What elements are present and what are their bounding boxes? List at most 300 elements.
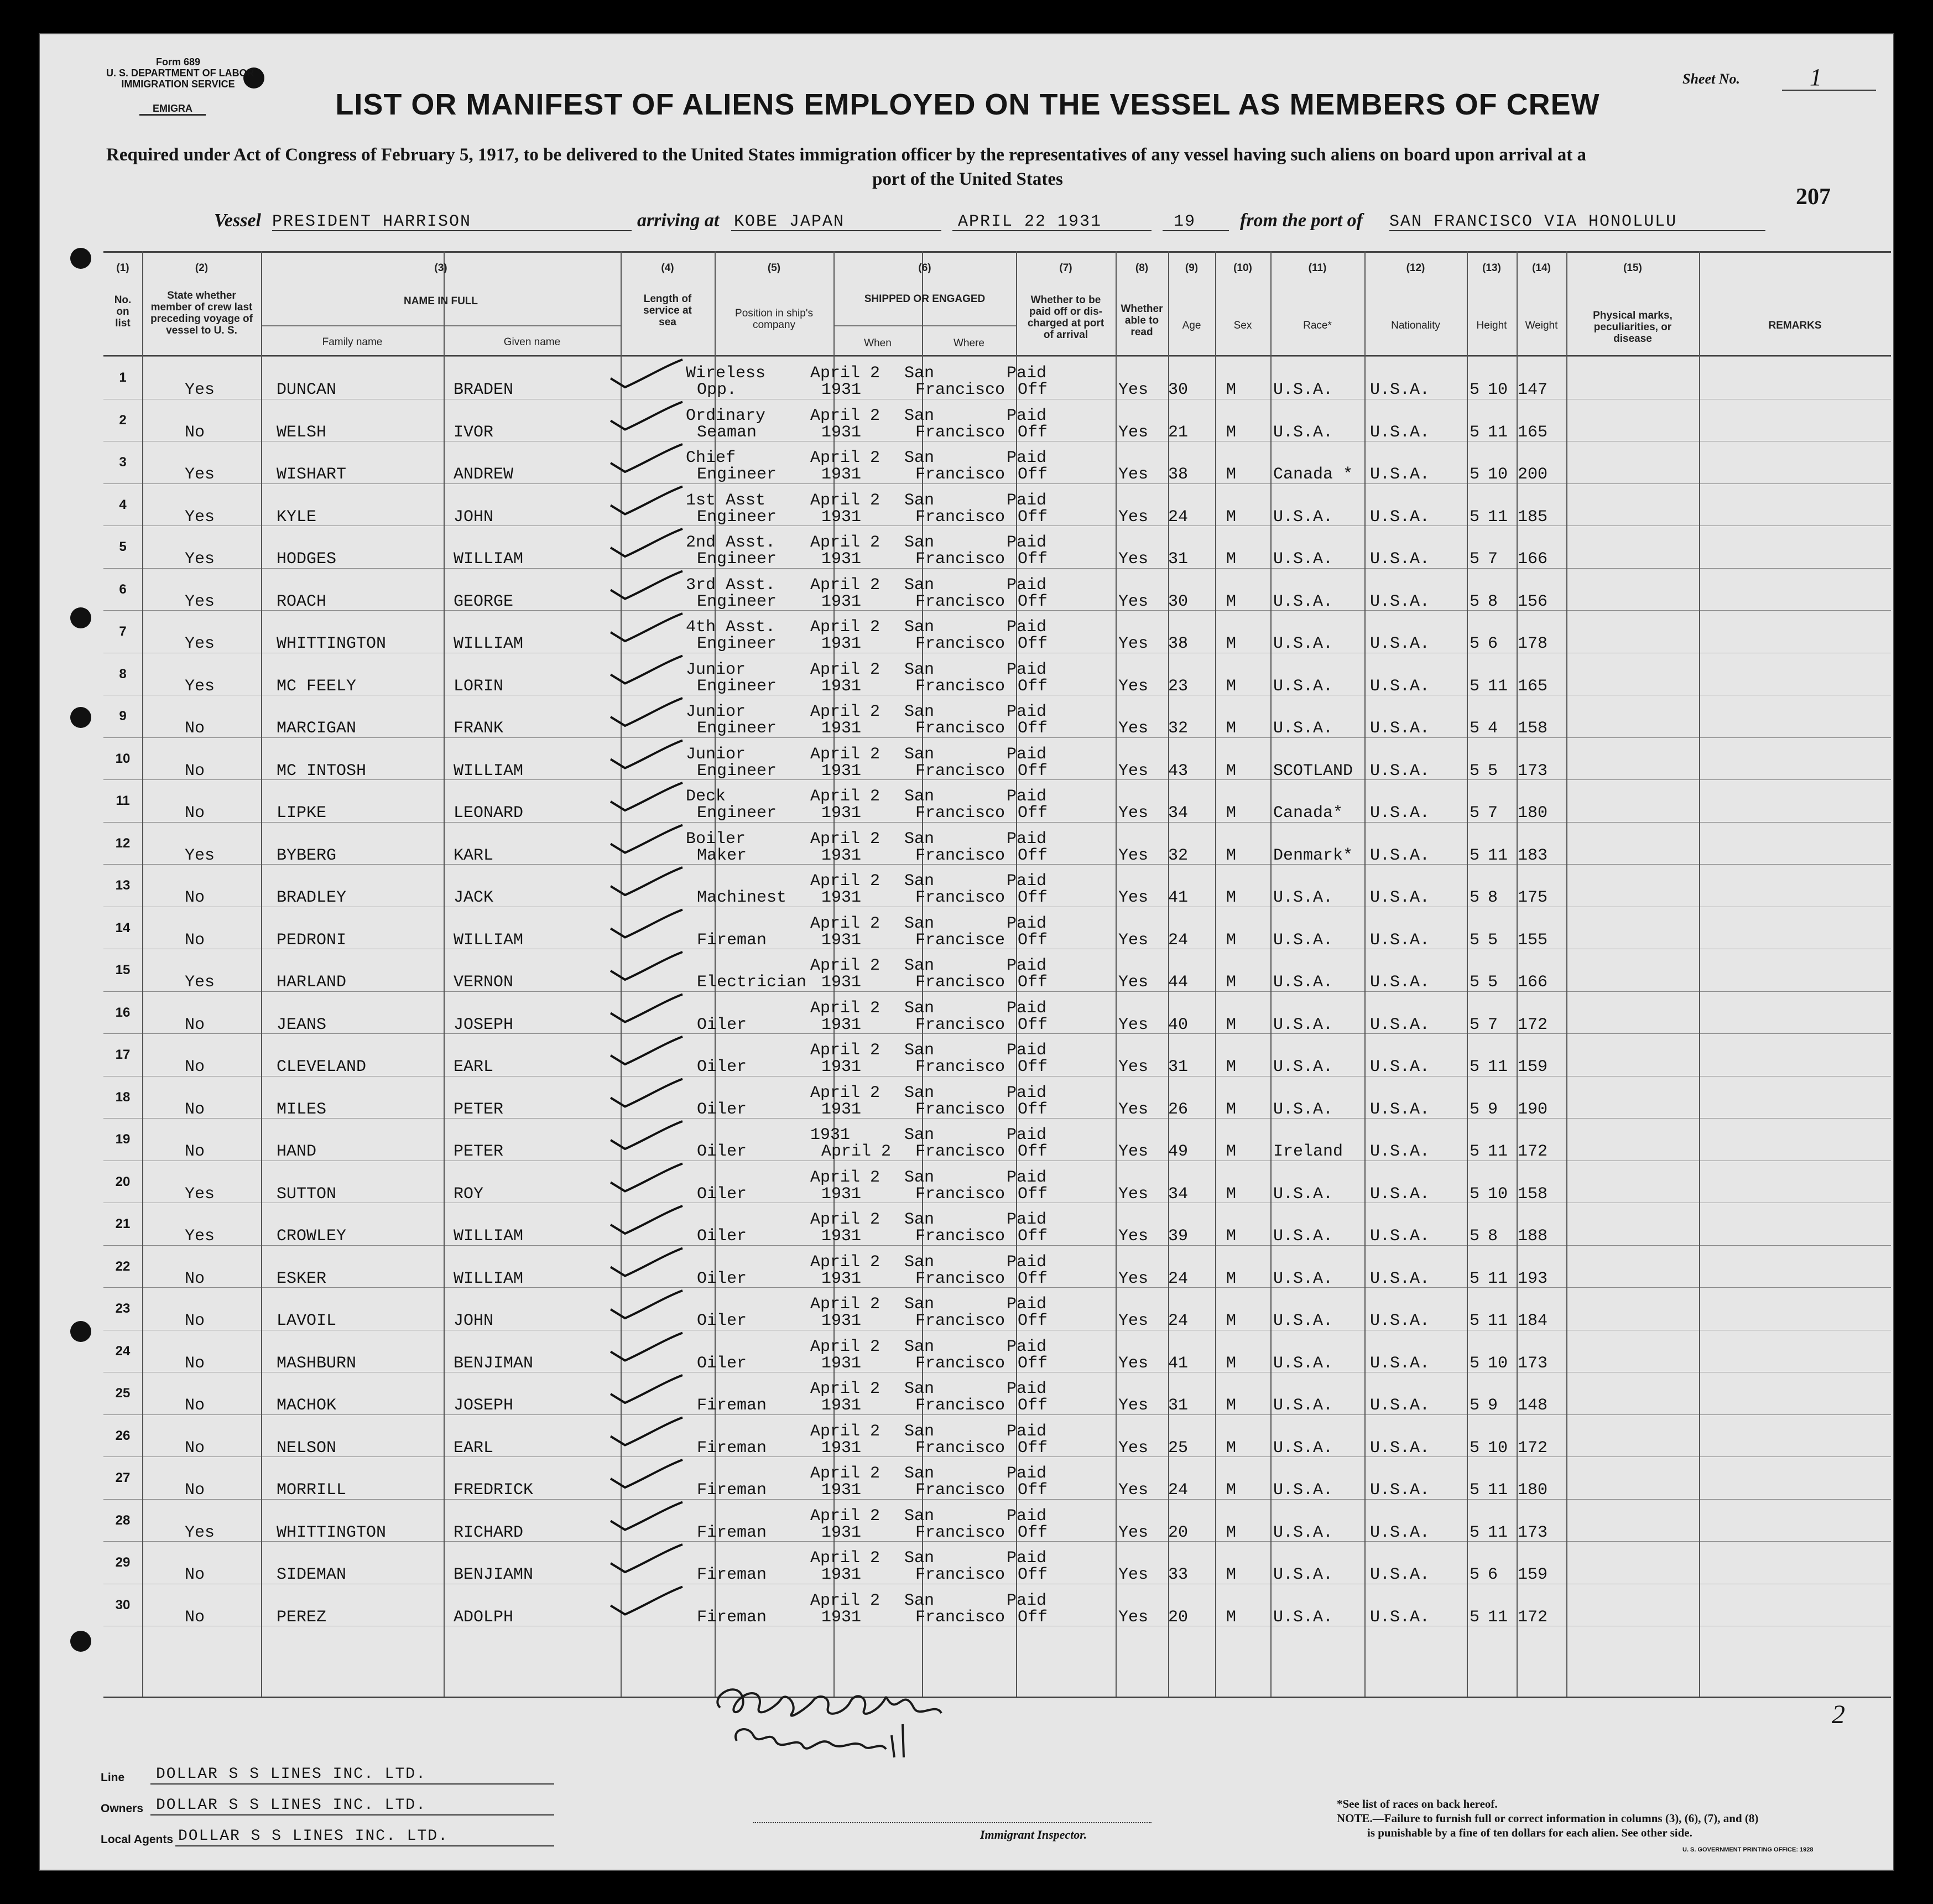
paid-off-line2: Off xyxy=(1018,804,1048,823)
owners-label: Owners xyxy=(101,1802,144,1815)
paid-off-line1: Paid xyxy=(1007,660,1047,679)
paid-off-line2: Off xyxy=(1018,1227,1048,1246)
row-number: 21 xyxy=(115,1216,131,1231)
col-num-2: (2) xyxy=(195,262,209,274)
position-line2: Oiler xyxy=(697,1269,747,1288)
sex: M xyxy=(1226,973,1237,992)
height-feet: 5 xyxy=(1470,1058,1480,1076)
crew-last-voyage: Yes xyxy=(185,973,215,992)
height-feet: 5 xyxy=(1470,888,1480,907)
age: 24 xyxy=(1168,930,1189,950)
weight: 173 xyxy=(1518,761,1548,781)
nationality: U.S.A. xyxy=(1370,1312,1430,1330)
shipped-where-line2: Francisco xyxy=(915,677,1005,696)
col-nationality: Nationality xyxy=(1391,320,1440,331)
col-position: Position in ship's company xyxy=(735,308,813,331)
sex: M xyxy=(1226,1438,1237,1458)
height-feet: 5 xyxy=(1470,930,1480,950)
owners-value: DOLLAR S S LINES INC. LTD. xyxy=(156,1797,426,1814)
age: 24 xyxy=(1168,1312,1189,1330)
height-inches: 10 xyxy=(1488,1438,1508,1458)
race: U.S.A. xyxy=(1273,1312,1333,1330)
paid-off-line1: Paid xyxy=(1007,491,1047,510)
row-number: 17 xyxy=(115,1047,131,1062)
paid-off-line1: Paid xyxy=(1007,1380,1047,1398)
check-mark xyxy=(611,487,682,514)
check-mark xyxy=(611,952,682,980)
family-name: MC FEELY xyxy=(277,677,357,696)
age: 20 xyxy=(1168,1523,1189,1542)
position-line2: Oiler xyxy=(697,1184,747,1204)
check-mark xyxy=(611,1291,682,1318)
height-feet: 5 xyxy=(1470,1608,1480,1627)
shipped-when-line2: 1931 xyxy=(821,761,862,781)
shipped-when-line1: April 2 xyxy=(810,364,880,383)
paid-off-line2: Off xyxy=(1018,1608,1048,1627)
shipped-where-line2: Francisco xyxy=(915,1523,1005,1542)
paid-off-line2: Off xyxy=(1018,973,1048,992)
shipped-where-line1: San xyxy=(904,1549,935,1568)
shipped-where-line1: San xyxy=(904,998,935,1018)
shipped-when-line1: April 2 xyxy=(810,829,880,849)
paid-off-line2: Off xyxy=(1018,423,1048,442)
race: Canada* xyxy=(1273,804,1343,823)
sex: M xyxy=(1226,719,1237,738)
nationality: U.S.A. xyxy=(1370,930,1430,950)
race: U.S.A. xyxy=(1273,1565,1333,1584)
crew-last-voyage: No xyxy=(185,930,205,950)
race: U.S.A. xyxy=(1273,973,1333,992)
height-inches: 6 xyxy=(1488,634,1498,653)
paid-off-line2: Off xyxy=(1018,507,1048,527)
given-name: JOHN xyxy=(454,507,494,527)
able-to-read: Yes xyxy=(1118,1565,1149,1584)
height-feet: 5 xyxy=(1470,1438,1480,1458)
shipped-where-line2: Francisco xyxy=(915,1015,1005,1034)
height-inches: 10 xyxy=(1488,381,1508,399)
race: U.S.A. xyxy=(1273,1015,1333,1034)
col-race: Race* xyxy=(1303,320,1332,331)
able-to-read: Yes xyxy=(1118,1184,1149,1204)
shipped-when-line1: April 2 xyxy=(810,1041,880,1060)
sex: M xyxy=(1226,1100,1237,1119)
paid-off-line2: Off xyxy=(1018,381,1048,399)
shipped-when-line2: 1931 xyxy=(821,1396,862,1415)
col-num-11: (11) xyxy=(1308,262,1327,274)
shipped-where-line2: Francisco xyxy=(915,423,1005,442)
sex: M xyxy=(1226,677,1237,696)
weight: 155 xyxy=(1518,930,1548,950)
col-age: Age xyxy=(1182,320,1201,331)
position-line2: Oiler xyxy=(697,1058,747,1076)
height-feet: 5 xyxy=(1470,761,1480,781)
height-inches: 8 xyxy=(1488,1227,1498,1246)
position-line2: Fireman xyxy=(697,1438,767,1458)
sex: M xyxy=(1226,381,1237,399)
sex: M xyxy=(1226,888,1237,907)
race: Canada * xyxy=(1273,465,1353,484)
shipped-when-line1: April 2 xyxy=(810,1083,880,1102)
able-to-read: Yes xyxy=(1118,1354,1149,1373)
race: SCOTLAND xyxy=(1273,761,1353,781)
shipped-when-line1: April 2 xyxy=(810,1337,880,1356)
height-feet: 5 xyxy=(1470,1481,1480,1500)
height-inches: 11 xyxy=(1488,423,1508,442)
shipped-when-line1: April 2 xyxy=(810,406,880,425)
race: U.S.A. xyxy=(1273,1100,1333,1119)
shipped-when-line2: 1931 xyxy=(821,719,862,738)
family-name: MILES xyxy=(277,1100,327,1119)
check-mark xyxy=(611,1544,682,1572)
age: 32 xyxy=(1168,719,1189,738)
sex: M xyxy=(1226,423,1237,442)
weight: 188 xyxy=(1518,1227,1548,1246)
family-name: MACHOK xyxy=(277,1396,337,1415)
col-num-3: (3) xyxy=(434,262,447,274)
nationality: U.S.A. xyxy=(1370,1269,1430,1288)
able-to-read: Yes xyxy=(1118,634,1149,653)
family-name: MARCIGAN xyxy=(277,719,357,738)
department: U. S. DEPARTMENT OF LABOR xyxy=(106,67,254,79)
family-name: KYLE xyxy=(277,507,317,527)
shipped-where-line1: San xyxy=(904,1126,935,1145)
height-feet: 5 xyxy=(1470,1100,1480,1119)
sheet-value: 1 xyxy=(1810,64,1822,91)
sex: M xyxy=(1226,634,1237,653)
race: U.S.A. xyxy=(1273,719,1333,738)
nationality: U.S.A. xyxy=(1370,1142,1430,1161)
age: 30 xyxy=(1168,381,1189,399)
row-number: 18 xyxy=(115,1089,131,1105)
crew-last-voyage: No xyxy=(185,1396,205,1415)
crew-last-voyage: No xyxy=(185,1438,205,1458)
shipped-when-line1: April 2 xyxy=(810,998,880,1018)
age: 38 xyxy=(1168,465,1189,484)
agents-label: Local Agents xyxy=(101,1833,174,1846)
family-name: SUTTON xyxy=(277,1184,337,1204)
check-mark xyxy=(611,1333,682,1361)
able-to-read: Yes xyxy=(1118,846,1149,865)
shipped-when-line1: April 2 xyxy=(810,914,880,933)
able-to-read: Yes xyxy=(1118,592,1149,611)
check-mark xyxy=(611,783,682,810)
age: 34 xyxy=(1168,804,1189,823)
col-num-9: (9) xyxy=(1185,262,1199,274)
check-mark xyxy=(611,1079,682,1107)
weight: 166 xyxy=(1518,550,1548,569)
height-feet: 5 xyxy=(1470,1015,1480,1034)
crew-last-voyage: Yes xyxy=(185,465,215,484)
height-feet: 5 xyxy=(1470,677,1480,696)
paid-off-line1: Paid xyxy=(1007,1337,1047,1356)
vessel-label: Vessel xyxy=(214,210,261,231)
family-name: ESKER xyxy=(277,1269,327,1288)
family-name: MORRILL xyxy=(277,1481,347,1500)
nationality: U.S.A. xyxy=(1370,888,1430,907)
check-mark xyxy=(611,1206,682,1234)
weight: 148 xyxy=(1518,1396,1548,1415)
position-line1: Boiler xyxy=(686,829,746,849)
shipped-where-line1: San xyxy=(904,364,935,383)
col-member-voyage: State whether member of crew last preceding voyage of vessel to U. S. xyxy=(150,290,253,336)
paid-off-line1: Paid xyxy=(1007,872,1047,891)
col-remarks: REMARKS xyxy=(1768,320,1822,331)
position-line1: Ordinary xyxy=(686,406,766,425)
able-to-read: Yes xyxy=(1118,1142,1149,1161)
nationality: U.S.A. xyxy=(1370,1523,1430,1542)
family-name: CLEVELAND xyxy=(277,1058,367,1076)
sex: M xyxy=(1226,761,1237,781)
position-line1: 2nd Asst. xyxy=(686,533,776,552)
agents-value: DOLLAR S S LINES INC. LTD. xyxy=(178,1828,449,1845)
weight: 183 xyxy=(1518,846,1548,865)
height-feet: 5 xyxy=(1470,634,1480,653)
paid-off-line2: Off xyxy=(1018,1354,1048,1373)
age: 44 xyxy=(1168,973,1189,992)
position-line2: Oiler xyxy=(697,1100,747,1119)
sex: M xyxy=(1226,592,1237,611)
nationality: U.S.A. xyxy=(1370,804,1430,823)
shipped-where-line2: Francisco xyxy=(915,1142,1005,1161)
age: 21 xyxy=(1168,423,1189,442)
height-feet: 5 xyxy=(1470,1354,1480,1373)
paid-off-line1: Paid xyxy=(1007,1591,1047,1610)
crew-last-voyage: No xyxy=(185,1015,205,1034)
check-mark xyxy=(611,613,682,641)
paid-off-line2: Off xyxy=(1018,719,1048,738)
page-title: LIST OR MANIFEST OF ALIENS EMPLOYED ON THE VESSEL AS MEMBERS OF CREW xyxy=(335,88,1600,121)
height-inches: 8 xyxy=(1488,888,1498,907)
shipped-when-line1: April 2 xyxy=(810,1295,880,1314)
shipped-where-line2: Francisco xyxy=(915,465,1005,484)
shipped-when-line2: 1931 xyxy=(821,846,862,865)
shipped-when-line2: 1931 xyxy=(821,465,862,484)
nationality: U.S.A. xyxy=(1370,1058,1430,1076)
given-name: BENJIAMN xyxy=(454,1565,534,1584)
shipped-where-line1: San xyxy=(904,703,935,721)
check-mark xyxy=(611,910,682,938)
given-name: GEORGE xyxy=(454,592,514,611)
height-inches: 4 xyxy=(1488,719,1498,738)
shipped-when-line2: 1931 xyxy=(821,423,862,442)
age: 31 xyxy=(1168,550,1189,569)
height-feet: 5 xyxy=(1470,973,1480,992)
paid-off-line2: Off xyxy=(1018,1523,1048,1542)
height-feet: 5 xyxy=(1470,1142,1480,1161)
check-mark xyxy=(611,360,682,387)
given-name: WILLIAM xyxy=(454,1269,524,1288)
row-number: 20 xyxy=(115,1174,131,1189)
shipped-when-line2: 1931 xyxy=(821,1058,862,1076)
family-name: MASHBURN xyxy=(277,1354,357,1373)
able-to-read: Yes xyxy=(1118,1058,1149,1076)
height-inches: 9 xyxy=(1488,1100,1498,1119)
able-to-read: Yes xyxy=(1118,1312,1149,1330)
position-line2: Engineer xyxy=(697,550,777,569)
given-name: BENJIMAN xyxy=(454,1354,534,1373)
nationality: U.S.A. xyxy=(1370,465,1430,484)
weight: 156 xyxy=(1518,592,1548,611)
col-num-12: (12) xyxy=(1406,262,1425,274)
position-line2: Engineer xyxy=(697,719,777,738)
shipped-where-line2: Francisco xyxy=(915,592,1005,611)
nationality: U.S.A. xyxy=(1370,719,1430,738)
able-to-read: Yes xyxy=(1118,423,1149,442)
paid-off-line1: Paid xyxy=(1007,787,1047,806)
shipped-where-line2: Francisco xyxy=(915,846,1005,865)
crew-last-voyage: No xyxy=(185,761,205,781)
family-name: MC INTOSH xyxy=(277,761,367,781)
shipped-where-line2: Francisco xyxy=(915,1438,1005,1458)
weight: 184 xyxy=(1518,1312,1548,1330)
row-number: 16 xyxy=(115,1005,131,1020)
check-mark xyxy=(611,825,682,853)
paid-off-line1: Paid xyxy=(1007,1464,1047,1483)
race: U.S.A. xyxy=(1273,381,1333,399)
position-line2: Engineer xyxy=(697,804,777,823)
paid-off-line2: Off xyxy=(1018,1312,1048,1330)
height-feet: 5 xyxy=(1470,804,1480,823)
shipped-when-line2: 1931 xyxy=(821,1481,862,1500)
shipped-where-line2: Francisce xyxy=(915,930,1005,950)
row-number: 27 xyxy=(115,1470,131,1485)
weight: 190 xyxy=(1518,1100,1548,1119)
check-mark xyxy=(611,1460,682,1487)
from-port: SAN FRANCISCO VIA HONOLULU xyxy=(1389,212,1677,231)
sheet-label: Sheet No. xyxy=(1682,71,1740,87)
race: U.S.A. xyxy=(1273,888,1333,907)
form-number: Form 689 xyxy=(155,56,201,67)
crew-last-voyage: No xyxy=(185,1058,205,1076)
shipped-where-line1: San xyxy=(904,1380,935,1398)
check-mark xyxy=(611,1248,682,1276)
able-to-read: Yes xyxy=(1118,804,1149,823)
note-line1: NOTE.—Failure to furnish full or correct information in columns (3), (6), (7), and (8) xyxy=(1337,1812,1759,1825)
age: 24 xyxy=(1168,507,1189,527)
weight: 173 xyxy=(1518,1523,1548,1542)
paid-off-line2: Off xyxy=(1018,592,1048,611)
shipped-when-line2: 1931 xyxy=(821,1100,862,1119)
age: 23 xyxy=(1168,677,1189,696)
family-name: HAND xyxy=(277,1142,317,1161)
height-inches: 8 xyxy=(1488,592,1498,611)
shipped-where-line2: Francisco xyxy=(915,719,1005,738)
inspector-label: Immigrant Inspector. xyxy=(980,1828,1087,1841)
shipped-when-line1: April 2 xyxy=(810,575,880,595)
paid-off-line1: Paid xyxy=(1007,406,1047,425)
able-to-read: Yes xyxy=(1118,973,1149,992)
able-to-read: Yes xyxy=(1118,1227,1149,1246)
row-number: 7 xyxy=(119,624,127,639)
row-number: 28 xyxy=(115,1512,131,1528)
weight: 185 xyxy=(1518,507,1548,527)
row-number: 5 xyxy=(119,539,127,554)
shipped-where-line1: San xyxy=(904,449,935,467)
paid-off-line2: Off xyxy=(1018,465,1048,484)
weight: 172 xyxy=(1518,1608,1548,1627)
shipped-where-line2: Francisco xyxy=(915,888,1005,907)
shipped-where-line1: San xyxy=(904,618,935,637)
weight: 158 xyxy=(1518,1184,1548,1204)
paid-off-line2: Off xyxy=(1018,930,1048,950)
weight: 147 xyxy=(1518,381,1548,399)
crew-last-voyage: Yes xyxy=(185,381,215,399)
col-family-name: Family name xyxy=(322,336,383,348)
family-name: WHITTINGTON xyxy=(277,634,387,653)
age: 26 xyxy=(1168,1100,1189,1119)
col-weight: Weight xyxy=(1525,320,1558,331)
paid-off-line1: Paid xyxy=(1007,1252,1047,1272)
sex: M xyxy=(1226,930,1237,950)
paid-off-line2: Off xyxy=(1018,1015,1048,1034)
crew-last-voyage: No xyxy=(185,1142,205,1161)
shipped-where-line2: Francisco xyxy=(915,507,1005,527)
given-name: WILLIAM xyxy=(454,930,524,950)
crew-last-voyage: Yes xyxy=(185,846,215,865)
paid-off-line1: Paid xyxy=(1007,829,1047,849)
height-feet: 5 xyxy=(1470,1269,1480,1288)
age: 39 xyxy=(1168,1227,1189,1246)
row-number: 12 xyxy=(115,835,131,851)
shipped-when-line1: 1931 xyxy=(810,1126,851,1145)
paid-off-line2: Off xyxy=(1018,761,1048,781)
shipped-where-line1: San xyxy=(904,872,935,891)
shipped-where-line2: Francisco xyxy=(915,973,1005,992)
family-name: BYBERG xyxy=(277,846,337,865)
check-mark xyxy=(611,1164,682,1192)
position-line1: Junior xyxy=(686,703,746,721)
shipped-when-line2: 1931 xyxy=(821,1608,862,1627)
height-feet: 5 xyxy=(1470,1523,1480,1542)
sex: M xyxy=(1226,1354,1237,1373)
shipped-when-line2: 1931 xyxy=(821,1354,862,1373)
weight: 172 xyxy=(1518,1015,1548,1034)
weight: 159 xyxy=(1518,1565,1548,1584)
shipped-where-line2: Francisco xyxy=(915,804,1005,823)
nationality: U.S.A. xyxy=(1370,677,1430,696)
paid-off-line2: Off xyxy=(1018,1184,1048,1204)
col-num-4: (4) xyxy=(661,262,674,274)
shipped-when-line1: April 2 xyxy=(810,1464,880,1483)
col-num-13: (13) xyxy=(1482,262,1501,274)
able-to-read: Yes xyxy=(1118,465,1149,484)
check-mark xyxy=(611,571,682,599)
col-when: When xyxy=(864,337,892,349)
row-number: 13 xyxy=(115,878,131,893)
given-name: BRADEN xyxy=(454,381,514,399)
age: 32 xyxy=(1168,846,1189,865)
col-num-6: (6) xyxy=(918,262,931,274)
family-name: HODGES xyxy=(277,550,337,569)
shipped-where-line1: San xyxy=(904,956,935,975)
subtitle-line1: Required under Act of Congress of February 5, 1917, to be delivered to the United States immigration officer by the representatives of any vessel having such aliens on board upon arrival at a xyxy=(106,145,1586,165)
row-number: 11 xyxy=(116,793,130,808)
height-feet: 5 xyxy=(1470,465,1480,484)
given-name: KARL xyxy=(454,846,494,865)
col-num-15: (15) xyxy=(1623,262,1642,274)
nationality: U.S.A. xyxy=(1370,507,1430,527)
paid-off-line1: Paid xyxy=(1007,618,1047,637)
paid-off-line2: Off xyxy=(1018,1058,1048,1076)
paid-off-line1: Paid xyxy=(1007,1041,1047,1060)
shipped-when-line2: 1931 xyxy=(821,1184,862,1204)
family-name: WELSH xyxy=(277,423,327,442)
height-feet: 5 xyxy=(1470,592,1480,611)
position-line1: Junior xyxy=(686,745,746,764)
position-line1: 4th Asst. xyxy=(686,618,776,637)
shipped-where-line1: San xyxy=(904,1252,935,1272)
given-name: FREDRICK xyxy=(454,1481,534,1500)
